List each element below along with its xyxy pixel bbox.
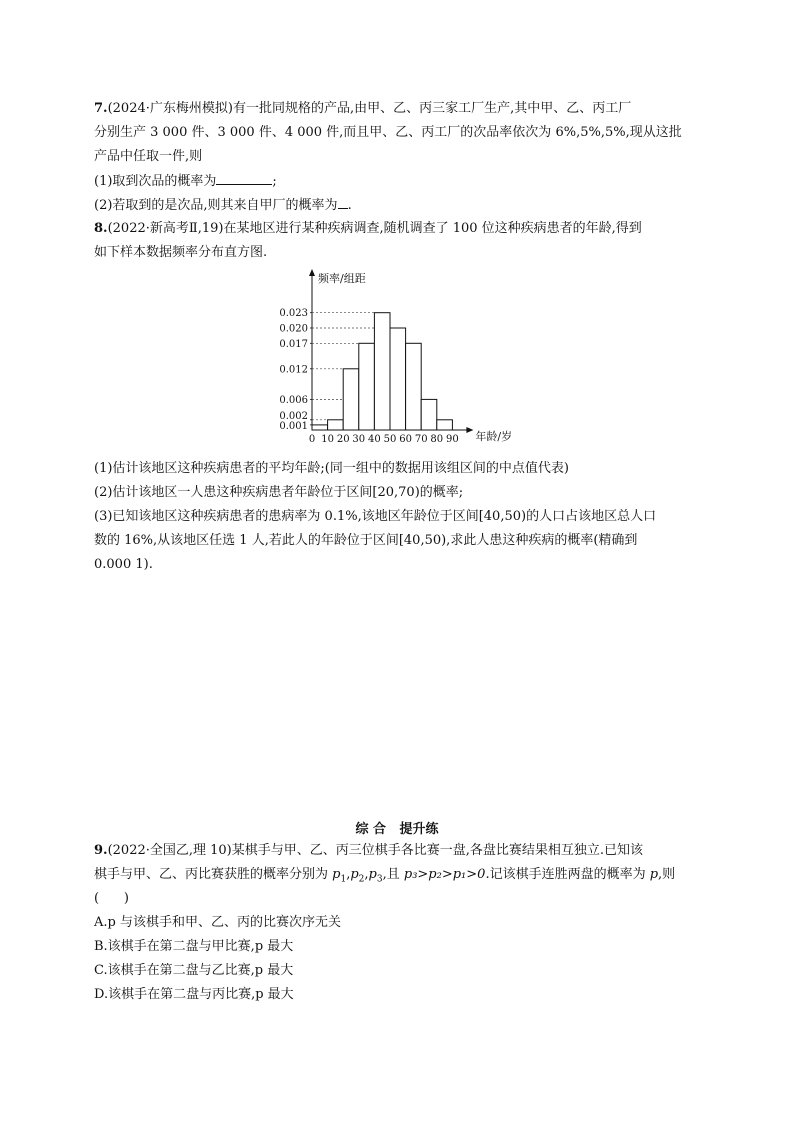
frequency-histogram <box>270 266 540 452</box>
q8-line1 <box>94 220 642 238</box>
q9-option-a: A.p 与该棋手和甲、乙、丙的比赛次序无关 <box>94 915 341 930</box>
q7-number: 7. <box>94 101 108 116</box>
q9-text-2a: 棋手与甲、乙、丙比赛获胜的概率分别为 <box>94 867 333 882</box>
q7-sub1-text: (1)取到次品的概率为 <box>94 174 217 189</box>
histogram-bar-10-20 <box>328 420 344 430</box>
q8-sub3b: 数的 16%,从该地区任选 1 人,若此人的年龄位于区间[40,50),求此人患这种疾病的概率(精确到 <box>94 533 638 548</box>
q9-text-1: (2022·全国乙,理 10)某棋手与甲、乙、丙三位棋手各比赛一盘,各盘比赛结果相互独立.已知该 <box>107 843 644 858</box>
p3-sub: 3 <box>376 874 383 885</box>
q9-number: 9. <box>94 843 108 858</box>
y-axis-arrow <box>309 269 315 276</box>
x-axis-arrow <box>466 427 473 433</box>
y-tick-label-0.017: 0.017 <box>279 338 308 350</box>
q8-sub3a: (3)已知该地区这种疾病患者的患病率为 0.1%,该地区年龄位于区间[40,50)的人口占该地区总人口 <box>94 509 657 524</box>
x-axis-label: 年龄/岁 <box>475 430 513 443</box>
section-title: 综 合 提升练 <box>355 822 439 837</box>
q8-line2: 如下样本数据频率分布直方图. <box>94 245 268 260</box>
q7-line1 <box>94 100 631 118</box>
q9-option-c: C.该棋手在第二盘与乙比赛,p 最大 <box>94 963 294 978</box>
p1-var: p <box>332 867 341 882</box>
q8-number: 8. <box>94 221 108 236</box>
q7-sub2 <box>94 196 352 215</box>
inequality: p₃>p₂>p₁>0 <box>403 867 486 882</box>
y-tick-label-0.006: 0.006 <box>279 394 308 406</box>
histogram-bar-0-10 <box>312 425 328 430</box>
y-tick-label-0.001: 0.001 <box>279 420 308 432</box>
x-tick-label-0: 0 <box>308 434 316 445</box>
x-tick-label-80: 80 <box>430 434 444 445</box>
p3-var: p <box>368 867 377 882</box>
x-tick-label-90: 90 <box>446 434 459 445</box>
q7-sub1-end: ; <box>272 174 277 189</box>
histogram-bar-70-80 <box>421 399 437 430</box>
y-tick-label-0.002: 0.002 <box>279 410 308 422</box>
x-tick-label-50: 50 <box>383 434 397 445</box>
comma-1: , <box>346 867 351 882</box>
q9-option-d: D.该棋手在第二盘与丙比赛,p 最大 <box>94 987 294 1002</box>
x-tick-label-40: 40 <box>368 434 381 445</box>
y-axis-label: 频率/组距 <box>318 272 366 285</box>
q9-line1 <box>94 842 643 860</box>
q7-sub1-blank <box>216 172 272 185</box>
q7-sub1 <box>94 172 277 191</box>
x-tick-label-30: 30 <box>352 434 366 445</box>
p-var: p <box>649 867 659 882</box>
p1-sub: 1 <box>340 874 347 885</box>
q7-sub2-end: . <box>347 198 352 213</box>
histogram-bar-60-70 <box>406 343 422 430</box>
q7-line2: 分别生产 3 000 件、3 000 件、4 000 件,而且甲、乙、丙工厂的次品率依次为 6%,5%,5%,现从这批 <box>94 125 682 140</box>
x-tick-label-20: 20 <box>336 434 350 445</box>
q8-text-1: (2022·新高考Ⅱ,19)在某地区进行某种疾病调查,随机调查了 100 位这种疾病患者的年龄,得到 <box>107 221 642 236</box>
p2-sub: 2 <box>358 874 365 885</box>
q8-sub1: (1)估计该地区这种疾病患者的平均年龄;(同一组中的数据用该组区间的中点值代表) <box>94 461 569 476</box>
q9-text-2l: .记该棋手连胜两盘的概率为 <box>485 867 650 882</box>
q9-answer-paren: ( ) <box>94 891 129 906</box>
histogram-bar-80-90 <box>437 420 453 430</box>
q8-sub2: (2)估计该地区一人患这种疾病患者年龄位于区间[20,70)的概率; <box>94 485 464 500</box>
q7-text-1: (2024·广东梅州模拟)有一批同规格的产品,由甲、乙、丙三家工厂生产,其中甲、乙、丙工厂 <box>107 101 632 116</box>
q9-text-2j: ,且 <box>382 867 404 882</box>
comma-2: , <box>364 867 369 882</box>
y-tick-label-0.023: 0.023 <box>279 308 308 320</box>
histogram-bar-30-40 <box>359 343 375 430</box>
q9-option-b: B.该棋手在第二盘与甲比赛,p 最大 <box>94 939 294 954</box>
x-tick-label-70: 70 <box>414 434 428 445</box>
q9-line2 <box>94 866 675 889</box>
q7-line3: 产品中任取一件,则 <box>94 149 203 164</box>
q8-sub3c: 0.000 1). <box>94 557 153 572</box>
histogram-bar-40-50 <box>374 313 390 430</box>
x-tick-label-10: 10 <box>321 434 334 445</box>
q9-text-2n: ,则 <box>658 867 676 882</box>
q7-sub2-blank <box>338 196 348 209</box>
q7-sub2-text: (2)若取到的是次品,则其来自甲厂的概率为 <box>94 198 338 213</box>
p2-var: p <box>350 867 359 882</box>
histogram-bar-50-60 <box>390 328 406 430</box>
histogram-bar-20-30 <box>343 369 359 430</box>
y-tick-label-0.012: 0.012 <box>279 364 308 376</box>
y-tick-label-0.020: 0.020 <box>279 323 308 335</box>
x-tick-label-60: 60 <box>399 434 412 445</box>
